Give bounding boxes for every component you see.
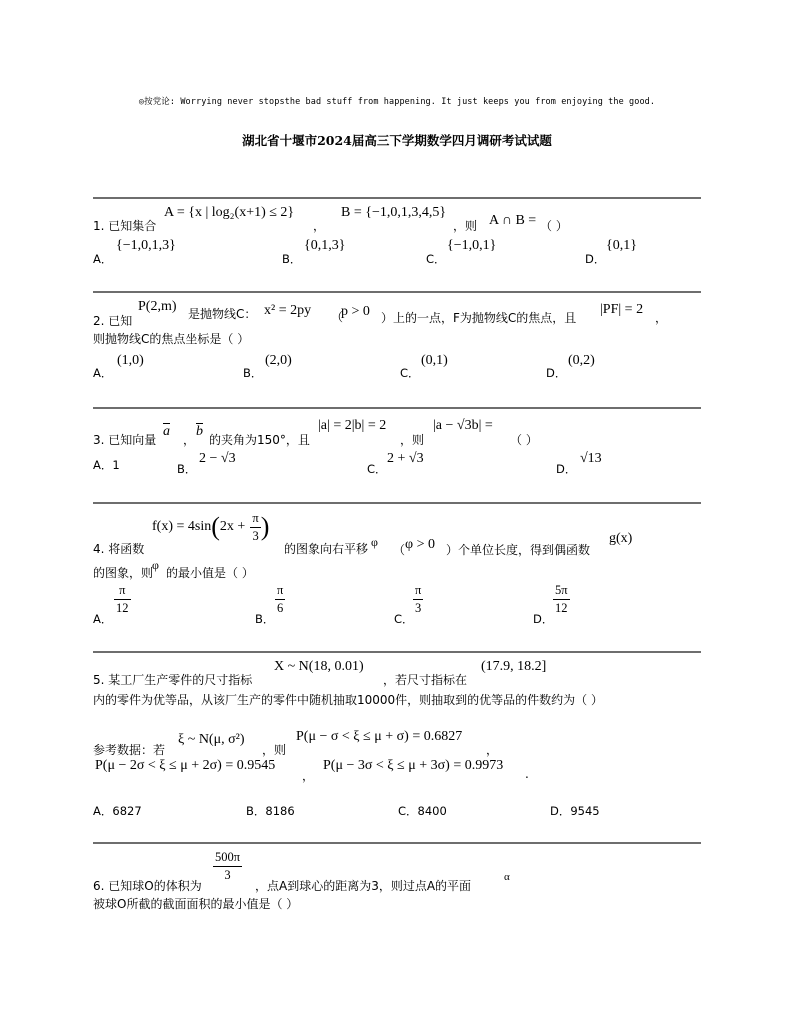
q5-probability-separator: ， — [302, 769, 315, 783]
q3-option-c-label: C． — [367, 462, 387, 476]
q1-then: ，则 — [453, 219, 478, 233]
q3-vector-a: $\overline{a}$ — [163, 424, 170, 439]
q2-comma: ， — [655, 311, 668, 325]
page-title: 湖北省十堰市2024届高三下学期数学四月调研考试试题 — [242, 133, 552, 148]
q4-function-inner: 2x + — [219, 519, 246, 534]
q4-pi-over-3: $\frac{\pi}{3}$ — [252, 511, 259, 543]
q3-option-b-value: 2 − √3 — [199, 451, 236, 466]
q4-line-2a: 的图象，则 — [93, 566, 154, 580]
divider-5 — [93, 651, 701, 653]
q2-stem-prefix: 2. 已知 — [93, 314, 133, 328]
q6-volume: $\frac{500\pi}{3}$ — [215, 850, 241, 882]
q2-point: P(2,m) — [138, 299, 177, 314]
divider-6 — [93, 842, 701, 844]
header-quote: ◎按党论: Worrying never stopsthe bad stuff from happening. It just keeps you from enjoying the good. — [138, 97, 656, 107]
q5-probability-1-end: ， — [486, 743, 499, 757]
q2-text-2: ）上的一点，F为抛物线C的焦点，且 — [381, 311, 577, 325]
q2-option-a-value: (1,0) — [117, 353, 144, 368]
q1-expression: A ∩ B = — [489, 213, 537, 228]
q1-option-c-value: {−1,0,1} — [447, 238, 497, 253]
q5-reference-prefix: 参考数据：若 — [93, 743, 166, 757]
q2-option-d-label: D． — [546, 366, 567, 380]
q3-option-a-label: A．1 — [93, 458, 120, 472]
q1-option-c-label: C． — [426, 252, 446, 266]
q3-option-c-value: 2 + √3 — [387, 451, 424, 466]
q6-text-1: ，点A到球心的距离为3，则过点A的平面 — [255, 879, 472, 893]
q3-vector-b: $\overline{b}$ — [196, 424, 203, 439]
q4-option-c-value: $\frac{\pi}{3}$ — [415, 583, 422, 615]
q4-option-a-value: $\frac{\pi}{12}$ — [116, 583, 129, 615]
q3-condition: |a| = 2|b| = 2 — [318, 418, 387, 433]
q3-then: ，则 — [400, 433, 425, 447]
q1-stem-prefix: 1. 已知集合 — [93, 219, 157, 233]
q2-option-b-value: (2,0) — [265, 353, 292, 368]
q1-option-d-label: D． — [585, 252, 606, 266]
q4-option-a-label: A． — [93, 612, 113, 626]
q2-line-2: 则抛物线C的焦点坐标是（ ） — [93, 332, 250, 346]
q5-distribution: X ~ N(18, 0.01) — [274, 659, 364, 674]
q5-option-b: B．8186 — [246, 804, 295, 818]
q3-option-b-label: B． — [177, 462, 197, 476]
q2-paren-open: （ — [331, 310, 344, 324]
q4-function-left: f(x) = 4sin — [152, 519, 212, 534]
q6-stem-prefix: 6. 已知球O的体积为 — [93, 879, 202, 893]
q5-reference-distribution: ξ ~ N(μ, σ²) — [178, 732, 245, 747]
divider-3 — [93, 407, 701, 409]
q2-text-1: 是抛物线C： — [188, 307, 257, 321]
q5-stem-prefix: 5. 某工厂生产零件的尺寸指标 — [93, 673, 253, 687]
q3-stem-prefix: 3. 已知向量 — [93, 433, 157, 447]
q4-line-2b: 的最小值是（ ） — [166, 566, 254, 580]
q4-g: g(x) — [609, 531, 633, 546]
q2-option-d-value: (0,2) — [568, 353, 595, 368]
q3-text-1: 的夹角为150°，且 — [209, 433, 310, 447]
divider-4 — [93, 502, 701, 504]
q2-option-a-label: A． — [93, 366, 113, 380]
q5-probability-3: P(μ − 3σ < ξ ≤ μ + 3σ) = 0.9973 — [323, 758, 504, 773]
q2-pf: |PF| = 2 — [600, 302, 644, 317]
q3-answer-blank: （ ） — [510, 433, 538, 447]
q4-stem-prefix: 4. 将函数 — [93, 542, 145, 556]
q4-option-d-label: D． — [533, 612, 554, 626]
q4-function — [152, 512, 269, 542]
q4-text-1: 的图象向右平移 — [284, 542, 369, 556]
q5-option-d: D．9545 — [550, 804, 600, 818]
q4-option-b-value: $\frac{\pi}{6}$ — [277, 583, 284, 615]
q3-separator: ， — [183, 433, 196, 447]
q4-condition: φ > 0 — [405, 537, 435, 552]
divider-1 — [93, 197, 701, 199]
q1-comma: ， — [313, 219, 326, 233]
q4-option-c-label: C． — [394, 612, 414, 626]
q4-phi: φ — [371, 535, 378, 549]
q5-probability-1: P(μ − σ < ξ ≤ μ + σ) = 0.6827 — [296, 729, 463, 744]
q3-expression: |a − √3b| = — [433, 418, 493, 433]
q5-text-1: ，若尺寸指标在 — [383, 673, 468, 687]
q5-probability-3-end: . — [525, 767, 529, 781]
q5-option-c: C．8400 — [398, 804, 447, 818]
q1-set-a: A = {x | log₂(x+1) ≤ 2} — [164, 205, 295, 220]
q1-answer-blank: （ ） — [540, 219, 568, 233]
q2-option-c-label: C． — [400, 366, 420, 380]
q3-option-d-label: D． — [556, 462, 577, 476]
q6-alpha: α — [504, 871, 510, 883]
q2-option-b-label: B． — [243, 366, 263, 380]
q2-condition: p > 0 — [341, 304, 370, 319]
q2-option-c-value: (0,1) — [421, 353, 448, 368]
q4-text-2: ）个单位长度，得到偶函数 — [446, 543, 591, 557]
q4-paren-open: （ — [393, 543, 406, 557]
q2-equation: x² = 2py — [264, 303, 312, 318]
q5-probability-2: P(μ − 2σ < ξ ≤ μ + 2σ) = 0.9545 — [95, 758, 276, 773]
q6-line-2: 被球O所截的截面面积的最小值是（ ） — [93, 897, 299, 911]
q1-set-b: B = {−1,0,1,3,4,5} — [341, 205, 447, 220]
q1-option-b-value: {0,1,3} — [304, 238, 346, 253]
q4-paren-left: ( — [211, 512, 220, 541]
q4-option-b-label: B． — [255, 612, 275, 626]
q5-interval: (17.9, 18.2] — [481, 659, 547, 674]
q3-option-d-value: √13 — [580, 451, 602, 466]
divider-2 — [93, 291, 701, 293]
q1-option-a-value: {−1,0,1,3} — [116, 238, 176, 253]
q4-paren-right: ) — [260, 512, 270, 541]
q5-option-a: A．6827 — [93, 804, 142, 818]
q4-option-d-value: $\frac{5\pi}{12}$ — [555, 583, 568, 615]
q5-line-2: 内的零件为优等品，从该厂生产的零件中随机抽取10000件，则抽取到的优等品的件数约为（ ） — [93, 693, 603, 707]
q1-option-d-value: {0,1} — [606, 238, 637, 253]
q1-option-b-label: B． — [282, 252, 302, 266]
q1-option-a-label: A． — [93, 252, 113, 266]
q5-reference-then: ，则 — [262, 743, 287, 757]
q4-phi-2: φ — [152, 558, 159, 572]
